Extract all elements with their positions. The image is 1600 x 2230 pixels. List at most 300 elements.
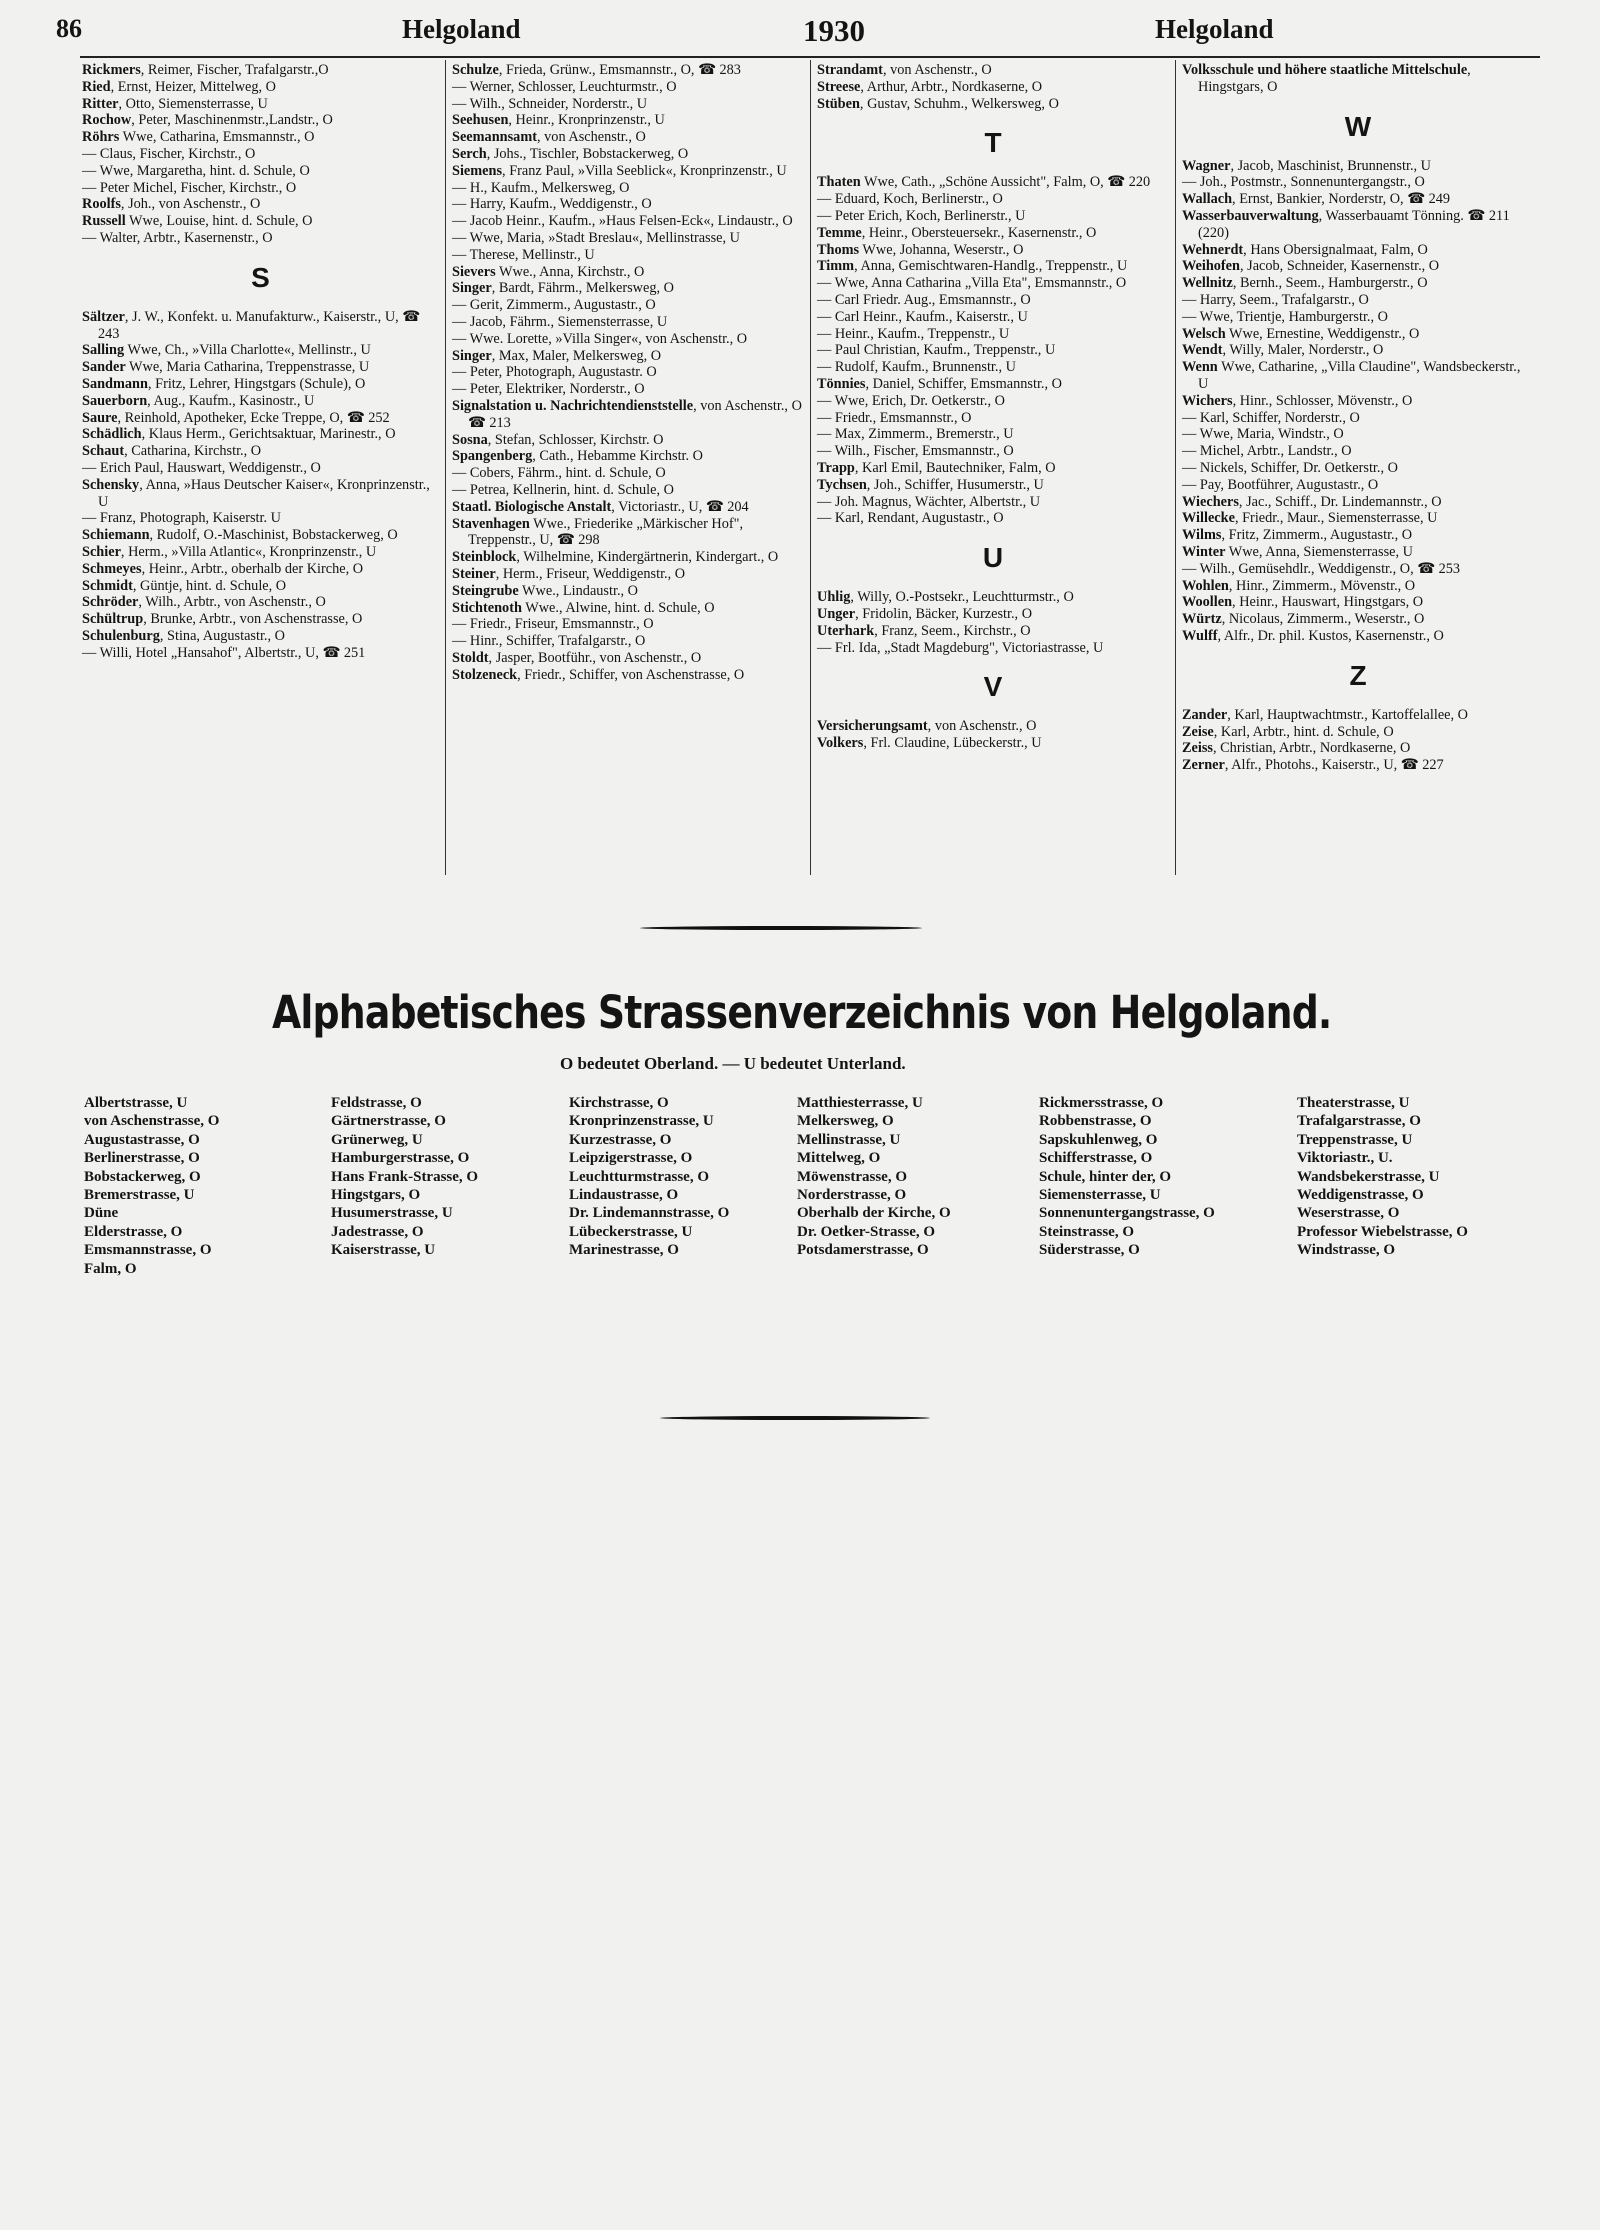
entry-surname: Trapp: [817, 459, 855, 476]
entry-details: — Karl, Rendant, Augustastr., O: [817, 510, 1004, 527]
directory-entry: [82, 443, 439, 460]
entry-surname: Stüben: [817, 95, 860, 112]
directory-entry: [452, 62, 804, 79]
entry-details: — Carl Heinr., Kaufm., Kaiserstr., U: [817, 308, 1028, 325]
entry-details: , Franz, Seem., Kirchstr., O: [874, 622, 1031, 639]
entry-details: — Peter, Elektriker, Norderstr., O: [452, 381, 645, 398]
entry-surname: Signalstation u. Nachrichtendienststelle: [452, 397, 694, 414]
street-item: Hamburgerstrasse, O: [331, 1150, 470, 1167]
entry-details: — Gerit, Zimmerm., Augustastr., O: [452, 297, 656, 314]
entry-surname: Schier: [82, 543, 121, 560]
entry-surname: Sander: [82, 359, 126, 376]
entry-surname: Seehusen: [452, 112, 509, 129]
entry-surname: Versicherungsamt: [817, 718, 928, 735]
entry-surname: Schädlich: [82, 426, 142, 443]
entry-surname: Wiechers: [1182, 493, 1239, 510]
directory-entry: [1182, 757, 1534, 774]
directory-entry: [82, 410, 439, 427]
entry-surname: Wellnitz: [1182, 275, 1233, 292]
entry-surname: Wendt: [1182, 342, 1223, 359]
entry-details: — Wilh., Fischer, Emsmannstr., O: [817, 443, 1014, 460]
directory-entry: [82, 594, 439, 611]
directory-entry: [452, 247, 804, 264]
entry-surname: Sosna: [452, 431, 488, 448]
directory-entry: [817, 79, 1169, 96]
directory-entry: [452, 213, 804, 230]
entry-details: — Karl, Schiffer, Norderstr., O: [1182, 409, 1360, 426]
directory-entry: [1182, 174, 1534, 191]
street-column-2: [331, 1094, 569, 1278]
entry-details: — Peter, Photograph, Augustastr. O: [452, 364, 657, 381]
entry-surname: Wasserbauverwaltung: [1182, 207, 1319, 224]
directory-entry: [452, 633, 804, 650]
section-divider-top: [640, 926, 922, 930]
street-item: Süderstrasse, O: [1039, 1242, 1140, 1259]
directory-entry: [452, 465, 804, 482]
directory-entry: [817, 718, 1169, 735]
entry-details: — Franz, Photograph, Kaiserstr. U: [82, 510, 281, 527]
entry-surname: Wichers: [1182, 392, 1233, 409]
entry-details: , Reimer, Fischer, Trafalgarstr.,O: [140, 62, 329, 78]
street-column-6: [1297, 1094, 1524, 1278]
directory-entry: [1182, 611, 1534, 628]
entry-surname: Streese: [817, 78, 861, 95]
entry-surname: Stichtenoth: [452, 599, 522, 616]
directory-entry: [82, 359, 439, 376]
entry-surname: Wilms: [1182, 527, 1222, 544]
directory-entry: [82, 79, 439, 96]
directory-entry: [82, 62, 439, 79]
street-item: Berlinerstrasse, O: [84, 1150, 200, 1167]
entry-surname: Thoms: [817, 241, 860, 258]
street-item: Weddigenstrasse, O: [1297, 1187, 1424, 1204]
entry-details: , Herm., »Villa Atlantic«, Kronprinzenstr., U: [120, 543, 377, 560]
street-item: Schifferstrasse, O: [1039, 1150, 1153, 1167]
street-item: Emsmannstrasse, O: [84, 1242, 212, 1259]
street-item: Augustastrasse, O: [84, 1131, 200, 1148]
street-column-5: [1039, 1094, 1297, 1278]
directory-entry: [1182, 724, 1534, 741]
entry-surname: Stoldt: [452, 649, 489, 666]
street-item: Norderstrasse, O: [797, 1187, 907, 1204]
entry-surname: Zerner: [1182, 757, 1225, 774]
entry-details: — Wwe, Trientje, Hamburgerstr., O: [1182, 308, 1388, 325]
street-item: Mittelweg, O: [797, 1150, 881, 1167]
entry-details: , Anna, »Haus Deutscher Kaiser«, Kronprinzenstr., U: [98, 476, 430, 510]
entry-details: — Harry, Kaufm., Weddigenstr., O: [452, 196, 652, 213]
street-index-title: Alphabetisches Strassenverzeichnis von Helgoland.: [272, 986, 1332, 1039]
directory-entry: [817, 96, 1169, 113]
header-rule: [80, 56, 1540, 58]
street-item: Treppenstrasse, U: [1297, 1131, 1413, 1148]
directory-entry: [1182, 393, 1534, 410]
directory-entry: [82, 309, 439, 343]
directory-entry: [82, 96, 439, 113]
directory-entry: [82, 163, 439, 180]
directory-entry: [82, 561, 439, 578]
entry-details: , Willy, Maler, Norderstr., O: [1222, 342, 1384, 359]
directory-entry: [452, 331, 804, 348]
directory-entry: [817, 623, 1169, 640]
entry-details: , Alfr., Dr. phil. Kustos, Kasernenstr., O: [1217, 627, 1444, 644]
entry-surname: Russell: [82, 213, 126, 230]
entry-surname: Wohlen: [1182, 577, 1229, 594]
entry-details: — Petrea, Kellnerin, hint. d. Schule, O: [452, 481, 674, 498]
street-item: Marinestrasse, O: [569, 1242, 679, 1259]
entry-surname: Wulff: [1182, 627, 1218, 644]
entry-surname: Rickmers: [82, 62, 141, 78]
header-title-right: Helgoland: [1155, 14, 1274, 44]
directory-entry: [1182, 258, 1534, 275]
directory-entry: [1182, 707, 1534, 724]
entry-surname: Unger: [817, 605, 856, 622]
street-item: Leipzigerstrasse, O: [569, 1150, 693, 1167]
directory-entry: [452, 314, 804, 331]
street-item: Kurzestrasse, O: [569, 1131, 672, 1148]
street-item: Hingstgars, O: [331, 1187, 421, 1204]
entry-details: , Friedr., Maur., Siemensterrasse, U: [1234, 510, 1438, 527]
directory-entry: [817, 191, 1169, 208]
entry-details: , Rudolf, O.-Maschinist, Bobstackerweg, O: [149, 527, 398, 544]
entry-details: Wwe., Friederike „Märkischer Hof", Treppenstr., U, ☎ 298: [468, 515, 744, 549]
entry-details: Wwe, Catharine, „Villa Claudine", Wandsbeckerstr., U: [1198, 359, 1521, 392]
entry-details: — Pay, Bootführer, Augustastr., O: [1182, 476, 1379, 493]
directory-entry: [82, 628, 439, 645]
directory-entry: [1182, 510, 1534, 527]
directory-column-1: [80, 60, 445, 875]
directory-entry: [817, 208, 1169, 225]
entry-details: , Ernst, Heizer, Mittelweg, O: [110, 78, 276, 95]
entry-details: — Michel, Arbtr., Landstr., O: [1182, 443, 1352, 460]
street-item: Professor Wiebelstrasse, O: [1297, 1223, 1468, 1240]
page-header: [40, 6, 1274, 52]
entry-surname: Roolfs: [82, 196, 121, 213]
directory-entry: [82, 213, 439, 230]
street-item: Lübeckerstrasse, U: [569, 1223, 693, 1240]
entry-details: , Bernh., Seem., Hamburgerstr., O: [1232, 275, 1428, 292]
entry-details: , Jasper, Bootführ., von Aschenstr., O: [488, 649, 702, 666]
entry-details: — Max, Zimmerm., Bremerstr., U: [817, 426, 1014, 443]
directory-entry: [817, 393, 1169, 410]
entry-details: , Fritz, Lehrer, Hingstgars (Schule), O: [147, 375, 366, 392]
street-item: Dr. Lindemannstrasse, O: [569, 1205, 730, 1222]
entry-details: , Fritz, Zimmerm., Augustastr., O: [1221, 527, 1413, 544]
directory-entry: [1182, 578, 1534, 595]
entry-details: — Wwe, Anna Catharina „Villa Eta", Emsmannstr., O: [817, 275, 1127, 292]
entry-details: — Claus, Fischer, Kirchstr., O: [82, 145, 256, 162]
entry-details: , Joh., Schiffer, Husumerstr., U: [866, 476, 1044, 493]
entry-surname: Schmeyes: [82, 560, 142, 577]
entry-details: , Hingstgars, O: [1198, 62, 1471, 95]
entry-details: , Stefan, Schlosser, Kirchstr. O: [487, 431, 664, 448]
entry-details: — Wilh., Gemüsehdlr., Weddigenstr., O, ☎ 253: [1182, 560, 1461, 577]
street-item: Lindaustrasse, O: [569, 1187, 679, 1204]
entry-details: — Therese, Mellinstr., U: [452, 246, 595, 263]
directory-entry: [817, 589, 1169, 606]
street-item: Düne: [84, 1205, 119, 1222]
entry-details: — Wwe, Maria, »Stadt Breslau«, Mellinstrasse, U: [452, 229, 741, 246]
entry-details: , von Aschenstr., O ☎ 213: [468, 397, 802, 431]
entry-details: — Walter, Arbtr., Kasernenstr., O: [82, 229, 273, 246]
entry-details: Wwe, Cath., „Schöne Aussicht", Falm, O, ☎ 220: [860, 174, 1151, 191]
directory-entry: [82, 578, 439, 595]
directory-entry: [1182, 544, 1534, 561]
directory-entry: [817, 275, 1169, 292]
entry-details: , Hinr., Zimmerm., Mövenstr., O: [1228, 577, 1416, 594]
street-item: Trafalgarstrasse, O: [1297, 1113, 1421, 1130]
entry-surname: Serch: [452, 145, 487, 162]
street-item: Windstrasse, O: [1297, 1242, 1396, 1259]
directory-entry: [817, 477, 1169, 494]
directory-entry: [817, 426, 1169, 443]
directory-column-4: [1175, 60, 1540, 875]
street-item: Mellinstrasse, U: [797, 1131, 901, 1148]
entry-surname: Ried: [82, 78, 111, 95]
entry-details: , Arthur, Arbtr., Nordkaserne, O: [860, 78, 1043, 95]
entry-details: — Harry, Seem., Trafalgarstr., O: [1182, 291, 1369, 308]
entry-details: , Victoriastr., U, ☎ 204: [611, 498, 749, 515]
directory-entry: [1182, 158, 1534, 175]
entry-surname: Zeise: [1182, 723, 1214, 740]
street-column-3: [569, 1094, 797, 1278]
entry-surname: Stavenhagen: [452, 515, 530, 532]
entry-surname: Saure: [82, 409, 118, 426]
entry-surname: Wehnerdt: [1182, 241, 1244, 258]
entry-details: — Joh., Postmstr., Sonnenuntergangstr., O: [1182, 174, 1425, 191]
entry-details: , Peter, Maschinenmstr.,Landstr., O: [131, 112, 333, 129]
section-letter: T: [984, 127, 1002, 159]
directory-entry: [82, 426, 439, 443]
entry-surname: Schulze: [452, 62, 499, 78]
directory-entry: [82, 342, 439, 359]
entry-details: , Klaus Herm., Gerichtsaktuar, Marinestr., O: [141, 426, 396, 443]
entry-details: — Eduard, Koch, Berlinerstr., O: [817, 191, 1003, 208]
entry-details: , Brunke, Arbtr., von Aschenstrasse, O: [143, 611, 363, 628]
directory-entry: [1182, 62, 1534, 96]
entry-details: , Jacob, Maschinist, Brunnenstr., U: [1230, 157, 1431, 174]
entry-details: , Willy, O.-Postsekr., Leuchtturmstr., O: [850, 589, 1074, 606]
entry-details: , Reinhold, Apotheker, Ecke Treppe, O, ☎ 252: [117, 409, 390, 426]
street-column-4: [797, 1094, 1039, 1278]
entry-details: — Heinr., Kaufm., Treppenstr., U: [817, 325, 1010, 342]
entry-details: , von Aschenstr., O: [882, 62, 992, 78]
directory-entry: [817, 443, 1169, 460]
entry-surname: Zeiss: [1182, 740, 1213, 757]
directory-entry: [817, 174, 1169, 191]
directory-entry: [452, 280, 804, 297]
entry-surname: Steingrube: [452, 582, 519, 599]
street-item: Steinstrasse, O: [1039, 1223, 1134, 1240]
street-item: Feldstrasse, O: [331, 1095, 422, 1111]
directory-entry: [1182, 740, 1534, 757]
entry-details: , Anna, Gemischtwaren-Handlg., Treppenstr., U: [854, 258, 1128, 275]
section-letter: Z: [1349, 659, 1367, 691]
entry-surname: Uhlig: [817, 589, 851, 606]
entry-surname: Seemannsamt: [452, 129, 537, 146]
directory-entry: [817, 62, 1169, 79]
directory-entry: [1182, 594, 1534, 611]
street-item: Siemensterrasse, U: [1039, 1187, 1161, 1204]
entry-details: , Wasserbauamt Tönning. ☎ 211 (220): [1198, 207, 1510, 241]
directory-entry: [82, 180, 439, 197]
directory-entry: [1182, 561, 1534, 578]
directory-entry: [82, 477, 439, 511]
directory-entry: [452, 96, 804, 113]
entry-details: — Erich Paul, Hauswart, Weddigenstr., O: [82, 459, 321, 476]
directory-entry: [1182, 628, 1534, 645]
entry-details: — Jacob Heinr., Kaufm., »Haus Felsen-Eck«, Lindaustr., O: [452, 213, 793, 230]
directory-entry: [82, 393, 439, 410]
entry-details: — Wilh., Schneider, Norderstr., U: [452, 95, 648, 112]
entry-details: , Aug., Kaufm., Kasinostr., U: [147, 392, 315, 409]
entry-details: — Nickels, Schiffer, Dr. Oetkerstr., O: [1182, 459, 1398, 476]
directory-entry: [452, 364, 804, 381]
street-item: Bobstackerweg, O: [84, 1168, 201, 1185]
entry-details: , Heinr., Obersteuersekr., Kasernenstr., O: [861, 224, 1097, 241]
entry-details: — Joh. Magnus, Wächter, Albertstr., U: [817, 493, 1041, 510]
entry-details: , Nicolaus, Zimmerm., Weserstr., O: [1221, 611, 1425, 628]
directory-entry: [1182, 191, 1534, 208]
directory-entry: [82, 112, 439, 129]
resident-directory: [80, 60, 1540, 875]
directory-entry: [452, 566, 804, 583]
entry-details: Wwe, Catharina, Emsmannstr., O: [119, 129, 315, 146]
entry-details: , Karl, Arbtr., hint. d. Schule, O: [1213, 723, 1394, 740]
entry-details: — Wwe, Margaretha, hint. d. Schule, O: [82, 162, 310, 179]
entry-surname: Timm: [817, 258, 855, 275]
directory-entry: [1182, 242, 1534, 259]
entry-surname: Sievers: [452, 263, 496, 280]
entry-surname: Wagner: [1182, 157, 1231, 174]
street-item: Kirchstrasse, O: [569, 1095, 669, 1111]
street-item: Wandsbekerstrasse, U: [1297, 1168, 1440, 1185]
directory-entry: [1182, 494, 1534, 511]
street-item: Oberhalb der Kirche, O: [797, 1205, 951, 1222]
street-item: Hans Frank-Strasse, O: [331, 1168, 479, 1185]
entry-details: Wwe., Alwine, hint. d. Schule, O: [521, 599, 715, 616]
directory-entry: [817, 225, 1169, 242]
entry-details: — H., Kaufm., Melkersweg, O: [452, 179, 630, 196]
section-letter: S: [251, 261, 270, 293]
entry-surname: Steiner: [452, 565, 496, 582]
entry-details: , Friedr., Schiffer, von Aschenstrasse, O: [517, 666, 745, 683]
street-item: Melkersweg, O: [797, 1113, 894, 1130]
section-letter: W: [1344, 110, 1372, 142]
street-item: von Aschenstrasse, O: [84, 1113, 220, 1130]
entry-surname: Sandmann: [82, 375, 148, 392]
entry-surname: Schmidt: [82, 577, 133, 594]
directory-entry: [817, 309, 1169, 326]
entry-surname: Sauerborn: [82, 392, 148, 409]
entry-surname: Stolzeneck: [452, 666, 518, 683]
directory-entry: [452, 381, 804, 398]
directory-entry: [82, 146, 439, 163]
entry-details: — Frl. Ida, „Stadt Magdeburg", Victoriastrasse, U: [817, 639, 1104, 656]
directory-entry: [452, 616, 804, 633]
entry-details: , Jac., Schiff., Dr. Lindemannstr., O: [1238, 493, 1442, 510]
street-item: Bremerstrasse, U: [84, 1187, 195, 1204]
street-item: Grünerweg, U: [331, 1131, 423, 1148]
directory-entry: [817, 606, 1169, 623]
entry-surname: Salling: [82, 342, 125, 359]
entry-details: , Frl. Claudine, Lübeckerstr., U: [863, 735, 1042, 752]
entry-details: , Christian, Arbtr., Nordkaserne, O: [1212, 740, 1411, 757]
entry-surname: Tönnies: [817, 375, 866, 392]
entry-details: , von Aschenstr., O: [927, 718, 1037, 735]
entry-details: Wwe, Ch., »Villa Charlotte«, Mellinstr., U: [124, 342, 371, 359]
entry-details: — Jacob, Fährm., Siemensterrasse, U: [452, 313, 668, 330]
entry-surname: Singer: [452, 280, 492, 297]
entry-details: — Werner, Schlosser, Leuchturmstr., O: [452, 78, 677, 95]
entry-surname: Winter: [1182, 543, 1226, 560]
entry-details: Wwe, Ernestine, Weddigenstr., O: [1225, 325, 1420, 342]
directory-entry: [817, 326, 1169, 343]
directory-column-3: [810, 60, 1175, 875]
entry-details: — Paul Christian, Kaufm., Treppenstr., U: [817, 342, 1056, 359]
entry-details: — Cobers, Fährm., hint. d. Schule, O: [452, 465, 666, 482]
directory-entry: [452, 146, 804, 163]
directory-entry: [817, 510, 1169, 527]
entry-surname: Schültrup: [82, 611, 144, 628]
directory-entry: [82, 230, 439, 247]
entry-details: — Wwe. Lorette, »Villa Singer«, von Aschenstr., O: [452, 330, 748, 347]
entry-details: , Ernst, Bankier, Norderstr, O, ☎ 249: [1232, 191, 1451, 208]
directory-entry: [817, 735, 1169, 752]
directory-entry: [452, 499, 804, 516]
street-index: [84, 1094, 1524, 1278]
street-item: Schule, hinter der, O: [1039, 1168, 1172, 1185]
directory-entry: [452, 297, 804, 314]
directory-entry: [452, 600, 804, 617]
entry-details: , Catharina, Kirchstr., O: [124, 443, 262, 460]
entry-details: — Willi, Hotel „Hansahof", Albertstr., U, ☎ 251: [82, 644, 366, 661]
directory-entry: [817, 410, 1169, 427]
entry-surname: Singer: [452, 347, 492, 364]
directory-entry: [452, 398, 804, 432]
directory-entry: [1182, 359, 1534, 393]
entry-surname: Schensky: [82, 476, 140, 493]
section-divider-bottom: [660, 1416, 930, 1420]
directory-entry: [452, 516, 804, 550]
entry-surname: Röhrs: [82, 129, 120, 146]
entry-details: , Fridolin, Bäcker, Kurzestr., O: [855, 605, 1033, 622]
entry-details: Wwe, Maria Catharina, Treppenstrasse, U: [125, 359, 370, 376]
directory-entry: [817, 460, 1169, 477]
entry-details: — Friedr., Friseur, Emsmannstr., O: [452, 616, 654, 633]
entry-details: , J. W., Konfekt. u. Manufakturw., Kaiserstr., U, ☎ 243: [98, 308, 421, 342]
entry-details: — Carl Friedr. Aug., Emsmannstr., O: [817, 291, 1031, 308]
directory-entry: [1182, 326, 1534, 343]
entry-surname: Tychsen: [817, 476, 867, 493]
entry-details: , Jacob, Schneider, Kasernenstr., O: [1239, 258, 1440, 275]
header-title-left: Helgoland: [402, 14, 521, 44]
entry-surname: Siemens: [452, 162, 503, 179]
entry-details: , Max, Maler, Melkersweg, O: [491, 347, 662, 364]
directory-entry: [452, 650, 804, 667]
entry-details: — Wwe, Maria, Windstr., O: [1182, 426, 1344, 443]
entry-surname: Welsch: [1182, 325, 1226, 342]
entry-surname: Uterhark: [817, 622, 875, 639]
street-item: Weserstrasse, O: [1297, 1205, 1400, 1222]
directory-entry: [82, 129, 439, 146]
directory-entry: [1182, 275, 1534, 292]
street-item: Kaiserstrasse, U: [331, 1242, 436, 1259]
directory-entry: [452, 79, 804, 96]
directory-column-2: [445, 60, 810, 875]
entry-surname: Volksschule und höhere staatliche Mittelschule: [1182, 62, 1468, 78]
directory-entry: [817, 640, 1169, 657]
directory-entry: [452, 667, 804, 684]
